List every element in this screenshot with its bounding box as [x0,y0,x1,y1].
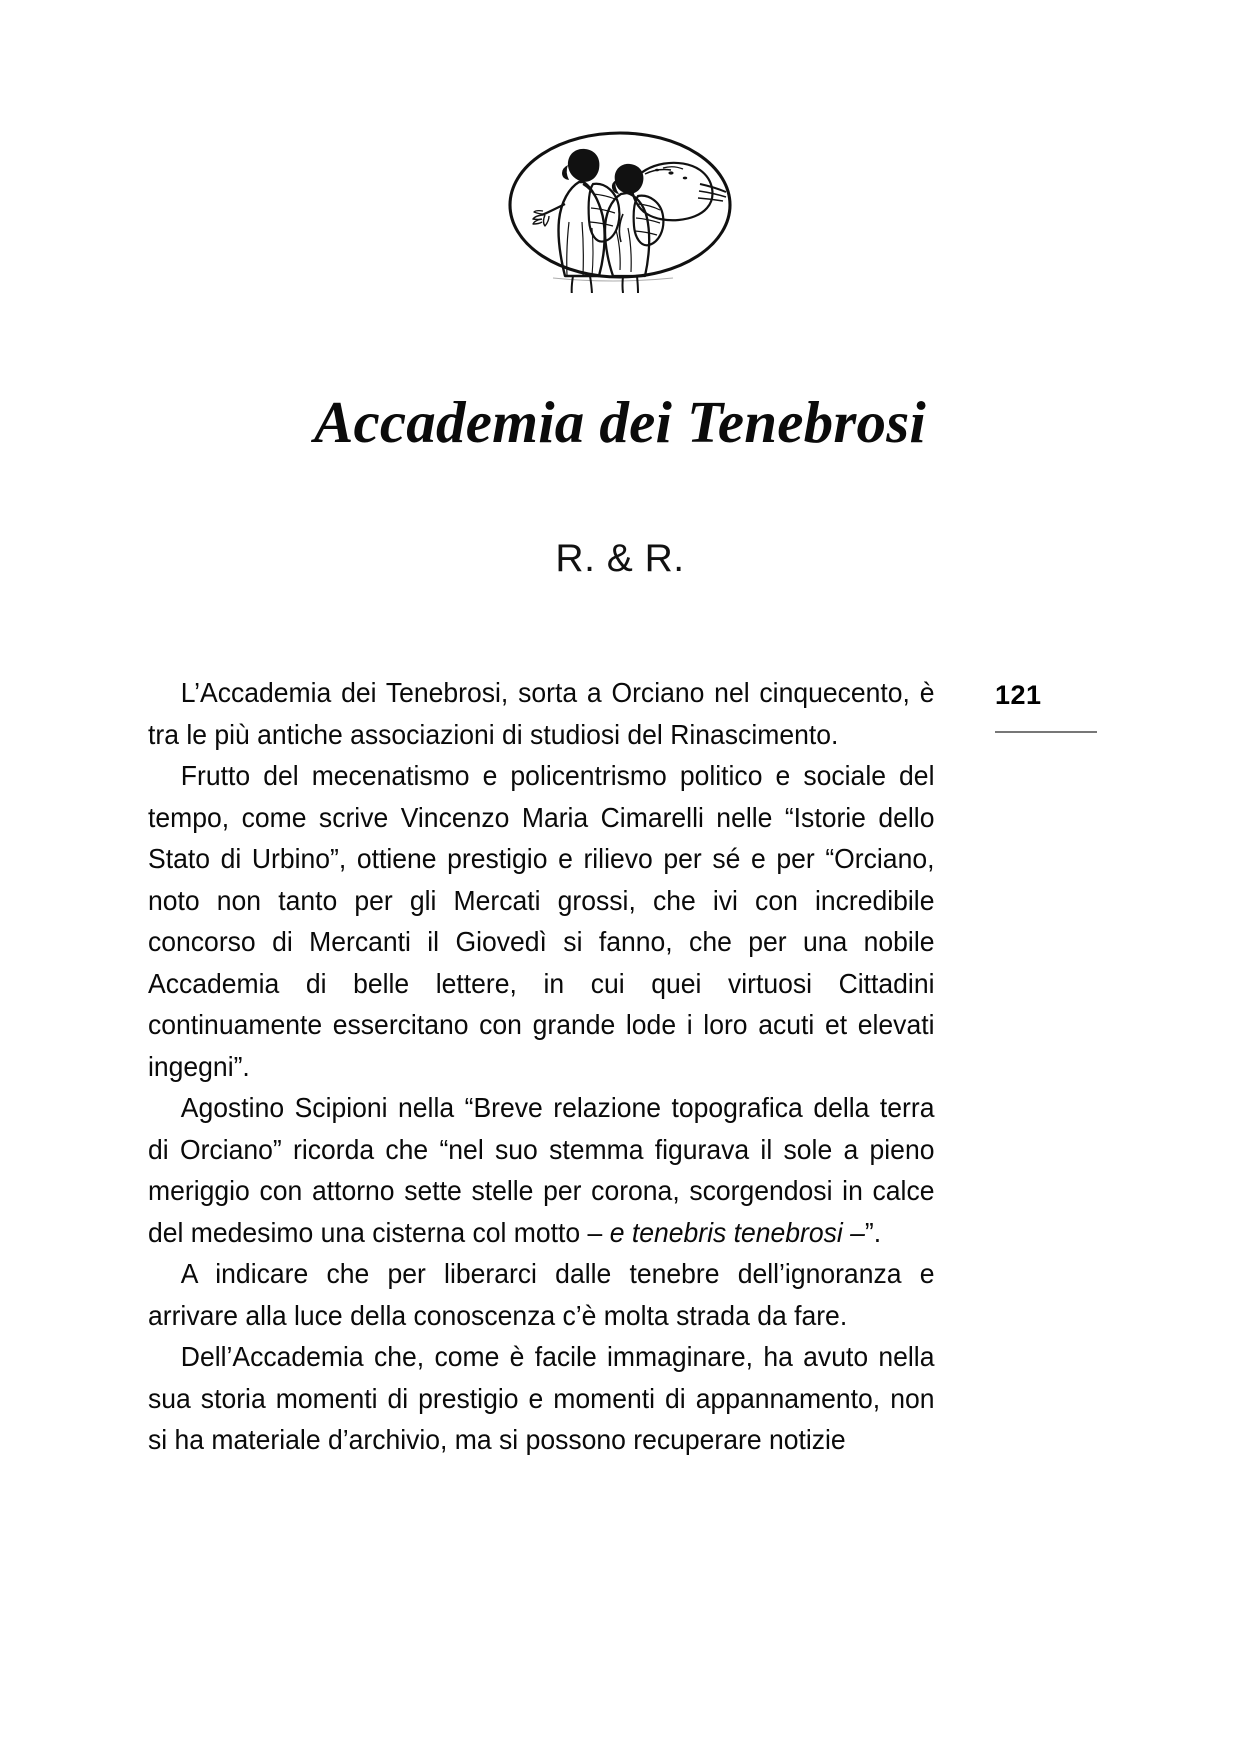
paragraph-3-scipioni [148,1087,934,1253]
oval-emblem-two-travelers-icon [495,118,745,293]
paragraph-4: A indicare che per liberarci dalle tenebre dell’ignoranza e arrivare alla luce della conoscenza c’è molta strada da fare. [148,1258,935,1331]
emblem-container [0,118,1240,293]
page-subtitle: R. & R. [555,537,685,581]
paragraph-5: Dell’Accademia che, come è facile immaginare, ha avuto nella sua storia momenti di prestigio e momenti di appannamento, non si ha materiale d’archivio, ma si possono recuperare notizie [148,1341,935,1455]
body-text [148,672,934,1461]
page-title: Accademia dei Tenebrosi [313,388,926,455]
paragraph-3-after-italic: ”. [864,1216,882,1248]
paragraph-1: L’Accademia dei Tenebrosi, sorta a Orciano nel cinquecento, è tra le più antiche associazioni di studiosi del Rinascimento. [148,677,935,750]
folio [995,682,1105,733]
paragraph-3-motto-italic: e tenebris tenebrosi – [609,1216,865,1248]
folio-divider [995,731,1097,733]
paragraph-3-before-italic: Agostino Scipioni nella “Breve relazione topografica della terra di Orciano” ricorda che “nel suo stemma figurava il sole a pieno meriggio con attorno sette stelle per corona, scorgendosi in calce del medesimo una cisterna col motto – [148,1092,935,1248]
page-number: 121 [995,680,1042,710]
paragraph-2: Frutto del mecenatismo e policentrismo politico e sociale del tempo, come scrive Vincenzo Maria Cimarelli nelle “Istorie dello Stato di Urbino”, ottiene prestigio e rilievo per sé e per “Orciano, noto non tanto per gli Mercati grossi, che ivi con incredibile concorso di Mercanti il Giovedì si fanno, che per una nobile Accademia di belle lettere, in cui quei virtuosi Cittadini continuamente essercitano con grande lode i loro acuti et elevati ingegni”. [148,760,935,1082]
